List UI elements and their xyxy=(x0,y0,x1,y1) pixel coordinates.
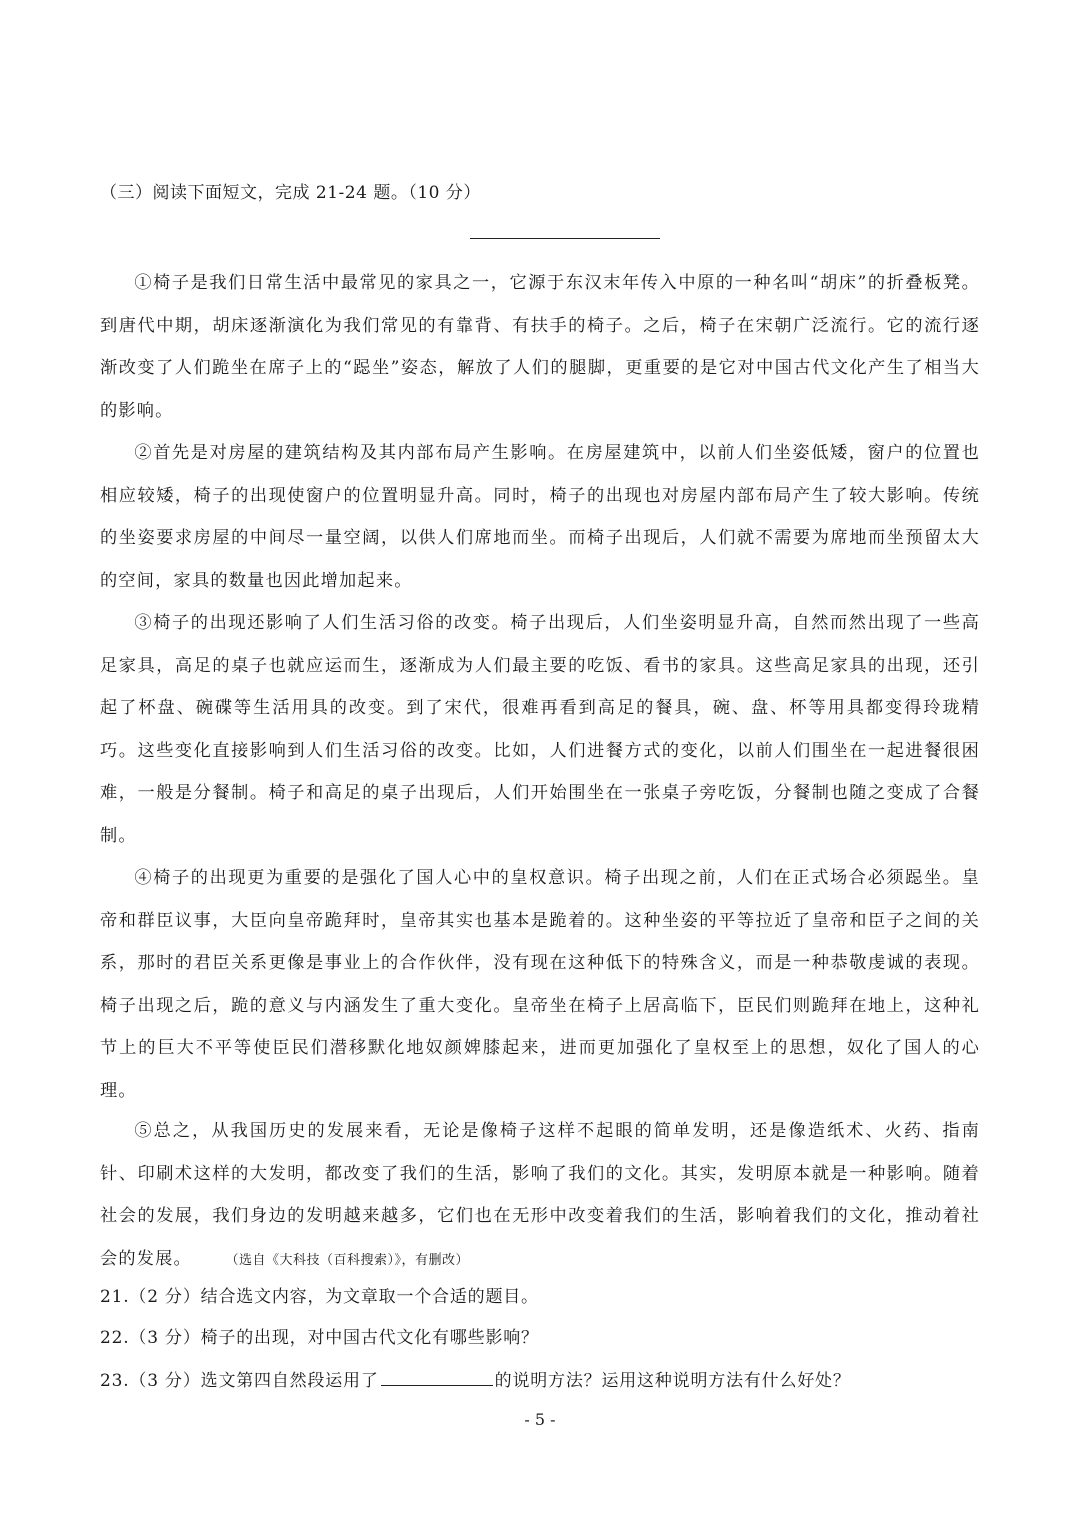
section-header: （三）阅读下面短文，完成 21-24 题。（10 分） xyxy=(100,183,481,203)
question-23-suffix: 的说明方法？运用这种说明方法有什么好处？ xyxy=(494,1371,851,1391)
question-23 xyxy=(100,1366,851,1391)
question-22: 22.（3 分）椅子的出现，对中国古代文化有哪些影响？ xyxy=(100,1328,539,1348)
source-citation: （选自《大科技（百科搜索）》，有删改） xyxy=(231,1252,469,1268)
question-23-prefix: 23.（3 分）选文第四自然段运用了 xyxy=(100,1371,379,1391)
title-blank-line xyxy=(470,238,660,239)
paragraph-5 xyxy=(100,1110,980,1282)
paragraph-3: ③椅子的出现还影响了人们生活习俗的改变。椅子出现后，人们坐姿明显升高，自然而然出现了一些高足家具，高足的桌子也就应运而生，逐渐成为人们最主要的吃饭、看书的家具。这些高足家具的出现，还引起了杯盘、碗碟等生活用具的改变。到了宋代，很难再看到高足的餐具，碗、盘、杯等用具都变得玲珑精巧。这些变化直接影响到人们生活习俗的改变。比如，人们进餐方式的变化，以前人们围坐在一起进餐很困难，一般是分餐制。椅子和高足的桌子出现后，人们开始围坐在一张桌子旁吃饭，分餐制也随之变成了合餐制。 xyxy=(100,613,980,846)
answer-blank xyxy=(381,1369,493,1386)
paragraph-5-text: ⑤总之，从我国历史的发展来看，无论是像椅子这样不起眼的简单发明，还是像造纸术、火药、指南针、印刷术这样的大发明，都改变了我们的生活，影响了我们的文化。其实，发明原本就是一种影响。随着社会的发展，我们身边的发明越来越多，它们也在无形中改变着我们的生活，影响着我们的文化，推动着社会的发展。 xyxy=(100,1121,980,1269)
page-number: - 5 - xyxy=(524,1410,556,1429)
paragraph-2: ②首先是对房屋的建筑结构及其内部布局产生影响。在房屋建筑中，以前人们坐姿低矮，窗户的位置也相应较矮，椅子的出现使窗户的位置明显升高。同时，椅子的出现也对房屋内部布局产生了较大影响。传统的坐姿要求房屋的中间尽一量空阔，以供人们席地而坐。而椅子出现后，人们就不需要为席地而坐预留太大的空间，家具的数量也因此增加起来。 xyxy=(100,443,980,591)
paragraph-1: ①椅子是我们日常生活中最常见的家具之一，它源于东汉末年传入中原的一种名叫“胡床”的折叠板凳。到唐代中期，胡床逐渐演化为我们常见的有靠背、有扶手的椅子。之后，椅子在宋朝广泛流行。它的流行逐渐改变了人们跪坐在席子上的“跽坐”姿态，解放了人们的腿脚，更重要的是它对中国古代文化产生了相当大的影响。 xyxy=(100,273,980,421)
question-21: 21.（2 分）结合选文内容，为文章取一个合适的题目。 xyxy=(100,1287,539,1307)
paragraph-4: ④椅子的出现更为重要的是强化了国人心中的皇权意识。椅子出现之前，人们在正式场合必须跽坐。皇帝和群臣议事，大臣向皇帝跪拜时，皇帝其实也基本是跪着的。这种坐姿的平等拉近了皇帝和臣子之间的关系，那时的君臣关系更像是事业上的合作伙伴，没有现在这种低下的特殊含义，而是一种恭敬虔诚的表现。椅子出现之后，跪的意义与内涵发生了重大变化。皇帝坐在椅子上居高临下，臣民们则跪拜在地上，这种礼节上的巨大不平等使臣民们潜移默化地奴颜婢膝起来，进而更加强化了皇权至上的思想，奴化了国人的心理。 xyxy=(100,868,980,1101)
